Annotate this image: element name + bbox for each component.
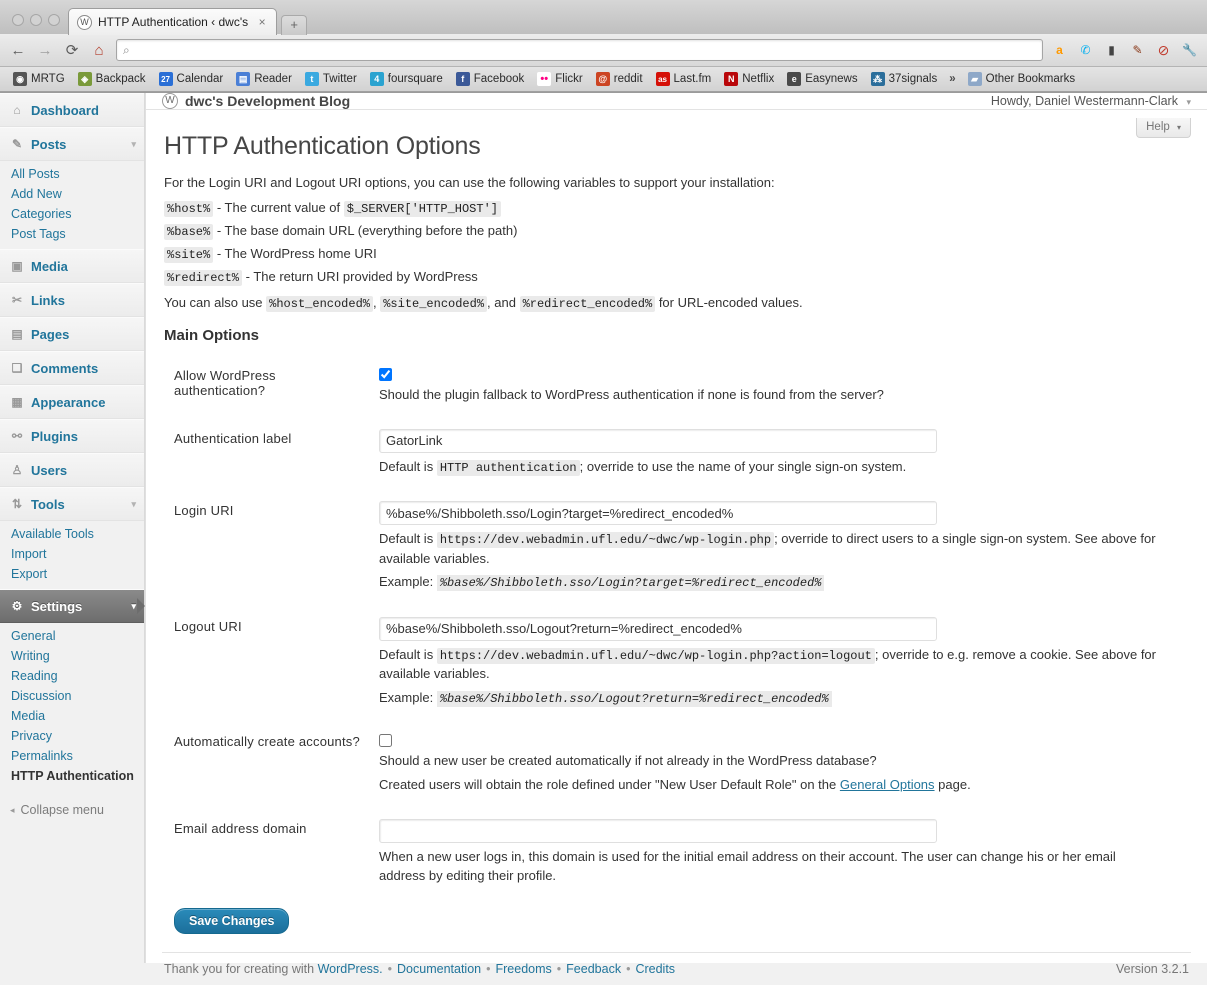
footer-separator: • [556,961,562,976]
label-auth-label: Authentication label [174,430,292,446]
bookmark-label: foursquare [387,73,443,85]
sidebar-item-available-tools[interactable]: Available Tools [11,527,94,541]
footer-thanks: Thank you for creating with [164,961,315,976]
bookmark-twitter[interactable] [300,70,362,88]
skype-icon[interactable]: ✆ [1080,43,1091,57]
logout-uri-description [379,646,1181,684]
variable-base: %base% [164,224,213,240]
minimize-window-button[interactable] [30,14,42,26]
back-icon[interactable]: ← [10,41,26,59]
auth-label-default-code: HTTP authentication [437,460,580,476]
sidebar-item-label: Links [31,292,65,308]
table-row [164,417,1191,489]
login-uri-desc-tail: ; override to direct users to a single sign-on system. See above for available variables. [379,531,1156,566]
bookmark-lastfm[interactable] [651,70,717,88]
tools-menu-icon[interactable]: 🔧 [1182,43,1197,57]
other-bookmarks-label: Other Bookmarks [985,73,1076,85]
facebook-icon: f [456,72,470,86]
sidebar-item-export[interactable]: Export [11,567,48,581]
bookmark-calendar[interactable] [154,70,229,88]
bookmark-label: Last.fm [673,73,712,85]
users-icon: ♙ [11,463,23,477]
variable-site-encoded: %site_encoded% [380,296,487,312]
reddit-icon: @ [596,72,610,86]
new-tab-button[interactable]: + [281,15,307,35]
logout-uri-desc-lead: Default is [379,646,437,662]
other-bookmarks-folder[interactable] [963,70,1080,88]
bookmark-label: Reader [254,73,292,85]
maximize-window-button[interactable] [48,14,60,26]
sidebar-item-dashboard[interactable] [0,93,144,127]
collapse-menu-button[interactable] [0,791,144,829]
logout-uri-example-lead: Example: [379,690,437,706]
netflix-icon: N [724,72,738,86]
field-auto-create [379,720,1191,807]
encoded-note-lead: You can also use [164,295,267,310]
bookmark-netflix[interactable] [719,70,779,88]
bookmark-label: Easynews [805,73,858,85]
login-uri-description [379,530,1181,568]
lastpass-icon[interactable]: ▮ [1108,43,1115,57]
label-auto-create: Automatically create accounts? [174,734,360,750]
sidebar-item-pages[interactable] [0,317,144,351]
version-label: Version 3.2.1 [1116,961,1189,976]
sidebar-item-label: Users [31,462,68,478]
logout-uri-default-code: https://dev.webadmin.ufl.edu/~dwc/wp-login.php?action=logout [437,648,875,664]
auth-label-description [379,458,1181,477]
chevron-down-icon[interactable]: ▾ [131,138,136,149]
sidebar-item-label: Media [31,258,68,274]
wordpress-favicon: W [77,15,92,30]
variable-site: %site% [164,247,213,263]
easynews-icon: e [787,72,801,86]
login-uri-input[interactable] [379,501,937,525]
sidebar-item-label: Settings [31,598,83,614]
address-bar[interactable] [116,39,1043,61]
variable-redirect-encoded: %redirect_encoded% [520,296,656,312]
bookmark-reddit[interactable] [591,70,648,88]
settings-page [146,110,1207,952]
bookmark-backpack[interactable] [73,70,151,88]
footer-separator: • [626,961,631,976]
field-login-uri [379,489,1191,605]
variable-host-encoded: %host_encoded% [266,296,373,312]
intro-text: For the Login URI and Logout URI options, you can use the following variables to support your installation: [164,175,775,190]
sidebar-item-comments[interactable] [0,351,144,385]
table-row [164,720,1191,807]
chevron-down-icon[interactable]: ▾ [131,498,136,509]
table-row [164,489,1191,605]
list-item [164,200,1191,216]
amazon-icon[interactable]: a [1056,43,1063,57]
sidebar-item-discussion[interactable]: Discussion [11,689,72,703]
sidebar-item-links[interactable] [0,283,144,317]
variable-host-code: $_SERVER['HTTP_HOST'] [344,201,501,217]
allow-wp-auth-description: Should the plugin fallback to WordPress authentication if none is found from the server? [379,387,884,402]
bookmark-label: Facebook [473,73,525,85]
submenu-settings [0,623,144,791]
submit-area [164,898,1191,952]
feedback-link[interactable]: Feedback [566,961,622,976]
login-uri-desc-lead: Default is [379,531,437,547]
logout-uri-example-code: %base%/Shibboleth.sso/Logout?return=%redirect_encoded% [437,691,832,707]
bookmark-label: 37signals [888,73,938,85]
bookmark-label: Backpack [95,73,146,85]
wrench-icon[interactable]: ✎ [1132,43,1143,57]
logout-uri-input[interactable] [379,617,937,641]
general-options-link[interactable]: General Options [839,777,935,793]
signals-icon: ⁂ [871,72,885,86]
wordpress-admin [0,93,1207,976]
comments-icon: ❑ [11,361,23,375]
plugins-icon: ⚯ [11,429,23,443]
encoded-note-sep1: , [372,295,381,310]
login-uri-default-code: https://dev.webadmin.ufl.edu/~dwc/wp-login.php [437,532,774,548]
table-row [164,807,1191,898]
sidebar-item-label: Tools [31,496,65,512]
bookmark-foursquare[interactable] [365,70,448,88]
login-uri-example-code: %base%/Shibboleth.sso/Login?target=%redirect_encoded% [437,575,825,591]
media-icon: ▣ [11,259,23,273]
email-domain-description: When a new user logs in, this domain is used for the initial email address on their account. The user can change his or her email address by editing their profile. [379,849,1116,884]
pages-icon: ▤ [11,327,23,341]
close-icon[interactable]: × [258,15,266,29]
encoded-note-tail: for URL-encoded values. [655,295,803,310]
save-changes-button[interactable]: Save Changes [174,908,289,934]
auth-label-input[interactable] [379,429,937,453]
sidebar-item-posts[interactable] [0,127,144,161]
encoded-variables-note [164,295,1191,311]
collapse-menu-label: Collapse menu [20,803,104,817]
bookmarks-overflow-icon[interactable]: » [949,73,956,85]
sidebar-item-http-authentication[interactable]: HTTP Authentication [11,769,134,783]
sidebar-item-label: Comments [31,360,99,376]
settings-form-table [164,354,1191,898]
chevron-down-icon: ▾ [1176,123,1181,132]
label-login-uri: Login URI [174,503,234,519]
page-title: HTTP Authentication Options [164,132,481,160]
bookmark-flickr[interactable] [532,70,587,88]
sidebar-item-label: Pages [31,326,70,342]
bookmark-label: Calendar [176,73,224,85]
sidebar-item-settings[interactable] [0,589,144,623]
search-icon: ⌕ [123,42,130,57]
site-name[interactable]: dwc's Development Blog [185,93,351,109]
label-logout-uri: Logout URI [174,618,242,634]
close-window-button[interactable] [12,14,24,26]
auth-label-desc-tail: ; override to use the name of your single sign-on system. [579,458,907,474]
sidebar-item-tools[interactable] [0,487,144,521]
sidebar-item-media[interactable] [0,249,144,283]
login-uri-example [379,573,1181,592]
foursquare-icon: 4 [370,72,384,86]
wordpress-link[interactable]: WordPress. [317,961,383,976]
label-allow-wp-auth: Allow WordPress authentication? [174,368,276,398]
sidebar-item-label: Dashboard [31,102,99,118]
sidebar-item-privacy[interactable]: Privacy [11,729,52,743]
settings-icon: ⚙ [11,599,23,613]
tools-icon: ⇅ [11,497,23,511]
user-greeting-label: Howdy, Daniel Westermann-Clark [990,94,1178,108]
backpack-icon: ◈ [78,72,92,86]
links-icon: ✂ [11,293,23,307]
sidebar-item-add-new-post[interactable]: Add New [11,187,62,201]
logout-uri-desc-tail: ; override to e.g. remove a cookie. See above for available variables. [379,646,1156,682]
bookmark-37signals[interactable] [866,70,943,88]
reload-icon[interactable]: ⟳ [65,42,79,59]
admin-sidebar-menu [0,93,145,963]
home-icon[interactable]: ⌂ [94,41,104,59]
admin-content-area [145,93,1207,976]
calendar-icon: 27 [159,72,173,86]
user-greeting[interactable] [991,94,1191,108]
list-item [164,223,1191,239]
bookmark-mrtg[interactable] [8,70,70,88]
sidebar-item-plugins[interactable] [0,419,144,453]
sidebar-item-post-tags[interactable]: Post Tags [11,227,66,241]
auto-create-description-1: Should a new user be created automatically if not already in the WordPress database? [379,753,877,769]
field-email-domain [379,807,1191,898]
field-auth-label [379,417,1191,489]
section-heading-main-options: Main Options [164,327,259,344]
admin-footer [162,952,1191,985]
auto-create-desc-tail: page. [934,777,971,793]
table-row [164,605,1191,721]
sidebar-item-categories[interactable]: Categories [11,207,72,221]
logout-uri-example [379,689,1181,708]
field-logout-uri [379,605,1191,721]
bookmark-easynews[interactable] [782,70,862,88]
flickr-icon: •• [537,72,551,86]
sidebar-item-users[interactable] [0,453,144,487]
sidebar-item-appearance[interactable] [0,385,144,419]
auto-create-description-2 [379,776,1181,795]
collapse-icon: ◂ [10,804,15,815]
help-label: Help [1146,121,1170,133]
wordpress-logo-icon[interactable]: W [162,93,178,109]
submenu-posts [0,161,144,249]
bookmark-facebook[interactable] [451,70,530,88]
dashboard-icon: ⌂ [13,103,21,117]
email-domain-input[interactable] [379,819,937,843]
sidebar-item-label: Posts [31,136,67,152]
label-email-domain: Email address domain [174,821,307,837]
footer-separator: • [387,961,393,976]
footer-separator: • [486,961,491,976]
sidebar-item-label: Appearance [31,394,106,410]
sidebar-item-media-settings[interactable]: Media [11,709,46,723]
admin-bar [146,93,1207,110]
bookmark-label: Netflix [742,73,775,85]
list-item [164,246,1191,262]
sidebar-item-import[interactable]: Import [11,547,47,561]
address-input[interactable] [135,42,1036,58]
posts-icon: ✎ [11,137,23,151]
sidebar-item-general[interactable]: General [11,629,56,643]
bookmarks-bar [0,67,1207,92]
bookmark-label: Flickr [555,73,583,85]
freedoms-link[interactable]: Freedoms [495,961,552,976]
reader-icon: ▤ [236,72,250,86]
sidebar-item-permalinks[interactable]: Permalinks [11,749,73,763]
bookmark-label: reddit [613,73,643,85]
chevron-down-icon: ▾ [1186,97,1191,107]
chevron-down-icon[interactable]: ▾ [131,600,136,611]
window-controls[interactable] [10,14,68,34]
auto-create-checkbox[interactable] [379,734,392,747]
browser-chrome [0,0,1207,93]
variable-redirect-desc: - The return URI provided by WordPress [242,269,478,284]
adblock-icon[interactable]: ⊘ [1157,41,1170,58]
folder-icon: ▰ [968,72,982,86]
encoded-note-sep2: , and [487,295,520,310]
allow-wp-auth-checkbox[interactable] [379,368,392,381]
globe-icon: ◉ [13,72,27,86]
variable-host-desc: - The current value of [213,200,344,215]
help-tab-button[interactable] [1136,118,1191,138]
appearance-icon: ▦ [11,395,23,409]
field-allow-wp-auth [379,354,1191,417]
tab-title: HTTP Authentication ‹ dwc's [98,15,249,29]
variable-host: %host% [164,201,213,217]
table-row [164,354,1191,417]
variable-site-desc: - The WordPress home URI [213,246,377,261]
sidebar-item-reading[interactable]: Reading [11,669,58,683]
auth-label-desc-lead: Default is [379,458,437,474]
variable-redirect: %redirect% [164,270,242,286]
lastfm-icon: as [656,72,670,86]
sidebar-item-writing[interactable]: Writing [11,649,50,663]
list-item [164,269,1191,285]
sidebar-item-label: Plugins [31,428,78,444]
bookmark-label: Twitter [322,73,357,85]
bookmark-reader[interactable] [231,70,297,88]
browser-tab[interactable] [68,8,277,35]
bookmark-label: MRTG [31,73,65,85]
variable-base-desc: - The base domain URL (everything before the path) [213,223,518,238]
variable-list [164,200,1191,285]
twitter-icon: t [305,72,319,86]
auto-create-desc-lead: Created users will obtain the role defined under "New User Default Role" on the [379,777,840,793]
credits-link[interactable]: Credits [635,961,676,976]
documentation-link[interactable]: Documentation [397,961,482,976]
submenu-tools [0,521,144,589]
navigation-bar [0,34,1207,67]
forward-icon[interactable]: → [37,41,53,59]
tab-strip [0,0,1207,34]
login-uri-example-lead: Example: [379,574,437,590]
sidebar-item-all-posts[interactable]: All Posts [11,167,60,181]
